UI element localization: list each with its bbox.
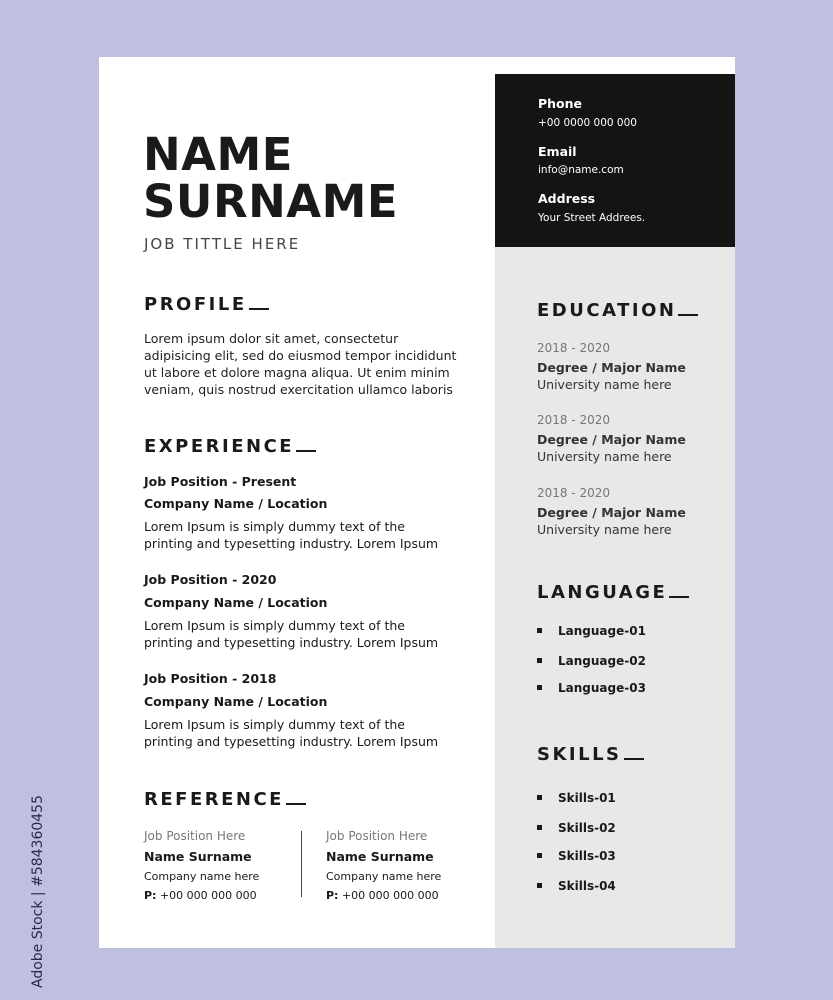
experience-company: Company Name / Location (144, 595, 328, 610)
skills-heading: SKILLS (537, 744, 644, 765)
education-item: 2018 - 2020 Degree / Major Name University name here (537, 413, 686, 464)
experience-position: Job Position - Present (144, 474, 297, 489)
resume-page (99, 57, 735, 948)
reference-phone: P: +00 000 000 000 (144, 889, 257, 902)
reference-item (326, 829, 441, 902)
experience-company: Company Name / Location (144, 496, 328, 511)
experience-description: Lorem Ipsum is simply dummy text of the printing and typesetting industry. Lorem Ipsum (144, 717, 439, 749)
sidebar (495, 74, 735, 948)
address-label: Address (538, 191, 596, 206)
skill-item: Skills-04 (537, 879, 616, 893)
experience-position: Job Position - 2020 (144, 572, 277, 587)
language-item: Language-01 (537, 624, 646, 638)
address-value: Your Street Addrees. (538, 212, 646, 224)
phone-value: +00 0000 000 000 (538, 117, 637, 129)
reference-position: Job Position Here (326, 829, 428, 843)
email-value: info@name.com (538, 164, 624, 176)
profile-text: Lorem ipsum dolor sit amet, consectetur adipisicing elit, sed do eiusmod tempor incididunt ut labore et dolore magna aliqua. Ut enim minim veniam, quis nostrud exercitation ullamco laboris (144, 331, 457, 397)
reference-phone: P: +00 000 000 000 (326, 889, 439, 902)
experience-heading: EXPERIENCE (144, 436, 316, 457)
experience-position: Job Position - 2018 (144, 671, 277, 686)
last-name: SURNAME (143, 175, 399, 228)
reference-position: Job Position Here (144, 829, 246, 843)
language-item: Language-03 (537, 681, 646, 695)
contact-box (495, 74, 735, 247)
education-item: 2018 - 2020 Degree / Major Name University name here (537, 486, 686, 537)
skill-item: Skills-03 (537, 849, 616, 863)
reference-name: Name Surname (144, 849, 252, 864)
language-heading: LANGUAGE (537, 582, 689, 603)
experience-company: Company Name / Location (144, 694, 328, 709)
education-heading: EDUCATION (537, 300, 698, 321)
reference-divider (301, 831, 302, 897)
reference-item (144, 829, 259, 902)
profile-heading: PROFILE (144, 294, 269, 315)
reference-company: Company name here (144, 870, 260, 883)
email-label: Email (538, 144, 577, 159)
experience-description: Lorem Ipsum is simply dummy text of the printing and typesetting industry. Lorem Ipsum (144, 618, 439, 650)
reference-name: Name Surname (326, 849, 434, 864)
reference-heading: REFERENCE (144, 789, 306, 810)
experience-description: Lorem Ipsum is simply dummy text of the printing and typesetting industry. Lorem Ipsum (144, 519, 439, 551)
skill-item: Skills-02 (537, 821, 616, 835)
first-name: NAME (143, 128, 294, 181)
job-title: JOB TITTLE HERE (144, 235, 301, 253)
phone-label: Phone (538, 96, 583, 111)
reference-company: Company name here (326, 870, 442, 883)
stock-watermark: Adobe Stock | #584360455 (30, 795, 46, 988)
language-item: Language-02 (537, 654, 646, 668)
education-item: 2018 - 2020 Degree / Major Name University name here (537, 341, 686, 392)
skill-item: Skills-01 (537, 791, 616, 805)
